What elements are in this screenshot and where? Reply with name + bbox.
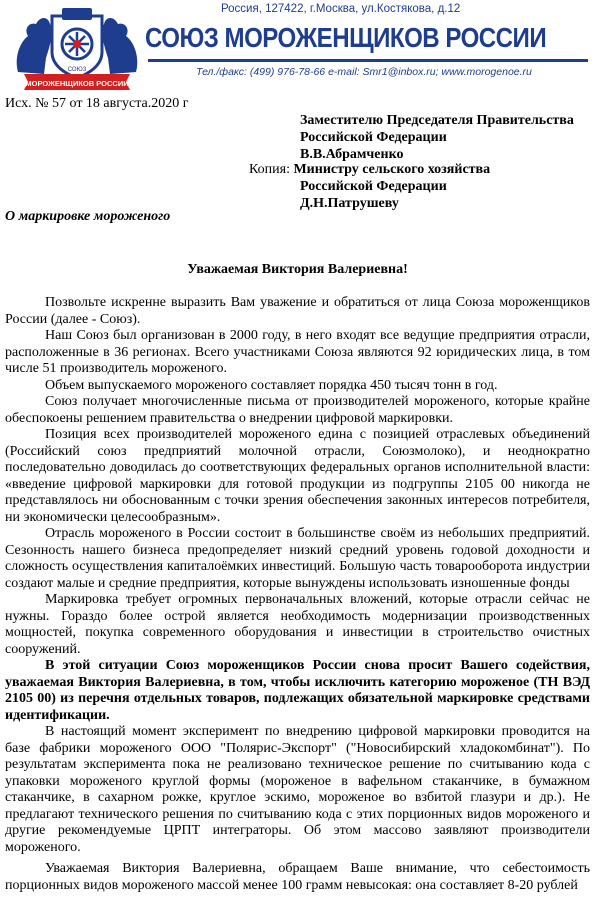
paragraph: Уважаемая Виктория Валериевна, обращаем Ваше внимание, что себестоимость порционных видов мороженого массой менее 100 грамм невысокая: она составляет 8-20 рублей: [5, 861, 590, 893]
salutation: Уважаемая Виктория Валериевна!: [187, 262, 408, 277]
letterhead-divider: [148, 59, 588, 62]
paragraph: Позиция всех производителей мороженого едина с позицией отраслевых объединений (Российский союз предприятий молочной отрасли, Союзмолоко), и неоднократно последовательно доводилась до соответствующих федеральных органов исполнительной власти: «введение цифровой маркировки для готовой продукции из подгруппы 2105 00 никогда не представлялось ни обоснованным с точки зрения обеспечения законных интересов потребителя, ни экономически целесообразным».: [5, 427, 590, 525]
paragraph: Объем выпускаемого мороженого составляет порядка 450 тысяч тонн в год.: [45, 377, 498, 393]
copy-line: Д.Н.Патрушеву: [300, 196, 399, 211]
copy-line: Российской Федерации: [300, 179, 447, 194]
paragraph: Маркировка требует огромных первоначальных вложений, которые отрасли сейчас не нужны. Гораздо более острой является необходимость модернизации производственных мощностей, покупка современного оборудования и инвестиции в строительство очистных сооружений.: [5, 592, 590, 657]
letter-subject: О маркировке мороженого: [5, 209, 171, 224]
paragraph: В настоящий момент эксперимент по внедрению цифровой маркировки проводится на базе фабрики мороженого ООО "Полярис-Экспорт" ("Новосибирский хладокомбинат"). По результатам эксперимента пока не реализовано техническое решение по считыванию кода с упаковки мороженого круглой формы (мороженое в вафельном стаканчике, в бумажном стаканчике, в сахарном рожке, круглое эскимо, мороженое во взбитой глазури и др.). Не предлагают технического решения по считыванию кода с этих порционных видов мороженого и другие рекомендуемые ЦРПТ интеграторы. Об этом массово заявляют производители мороженого.: [5, 724, 590, 855]
copy-label: Копия:: [249, 162, 290, 177]
paragraph: Союз получает многочисленные письма от производителей мороженого, которые крайне обеспокоены решением правительства о внедрении цифровой маркировки.: [5, 394, 590, 426]
addressee-line: В.В.Абрамченко: [300, 147, 404, 162]
letterhead-contacts: Тел./факс: (499) 976-78-66 e-mail: Smr1@inbox.ru; www.morogenoe.ru: [196, 66, 532, 78]
logo-top-text: СОЮЗ: [67, 67, 87, 73]
copy-recipient-block: [249, 161, 490, 212]
logo-ribbon-text: МОРОЖЕНЩИКОВ РОССИИ: [25, 79, 129, 88]
request-paragraph: В этой ситуации Союз мороженщиков России снова просит Вашего содействия, уважаемая Виктория Валериевна, в том, чтобы исключить категорию мороженое (ТН ВЭД 2105 00) из перечня отдельных товаров, подлежащих обязательной маркировке средствами идентификации.: [5, 658, 590, 723]
letterhead-title: СОЮЗ МОРОЖЕНЩИКОВ РОССИИ: [145, 22, 547, 53]
addressee-line: Российской Федерации: [300, 130, 447, 145]
addressee-line: Заместителю Председателя Правительства: [300, 113, 574, 128]
paragraph: Позвольте искренне выразить Вам уважение и обратиться от лица Союза мороженщиков России (далее - Союз).: [5, 295, 590, 327]
union-emblem-logo: [10, 2, 144, 90]
letterhead: [0, 0, 600, 92]
letterhead-address: Россия, 127422, г.Москва, ул.Костякова, д.12: [221, 3, 461, 15]
addressee-block: [300, 112, 574, 163]
paragraph: Наш Союз был организован в 2000 году, в него входят все ведущие предприятия отрасли, расположенные в 36 регионах. Всего участниками Союза являются 92 юридических лица, в том числе 51 производитель мороженого.: [5, 328, 590, 376]
paragraph: Отрасль мороженого в России состоит в большинстве своём из небольших предприятий. Сезонность нашего бизнеса предопределяет низкий средний уровень годовой доходности и сложность осуществления капиталоёмких инвестиций. Большую часть товарооборота индустрии создают малые и средние предприятия, которые вынуждены использовать изношенные фонды: [5, 526, 590, 591]
copy-line: Министру сельского хозяйства: [293, 162, 491, 177]
outgoing-reference: Исх. № 57 от 18 августа.2020 г: [5, 96, 189, 111]
letter-paragraphs: [5, 295, 590, 894]
